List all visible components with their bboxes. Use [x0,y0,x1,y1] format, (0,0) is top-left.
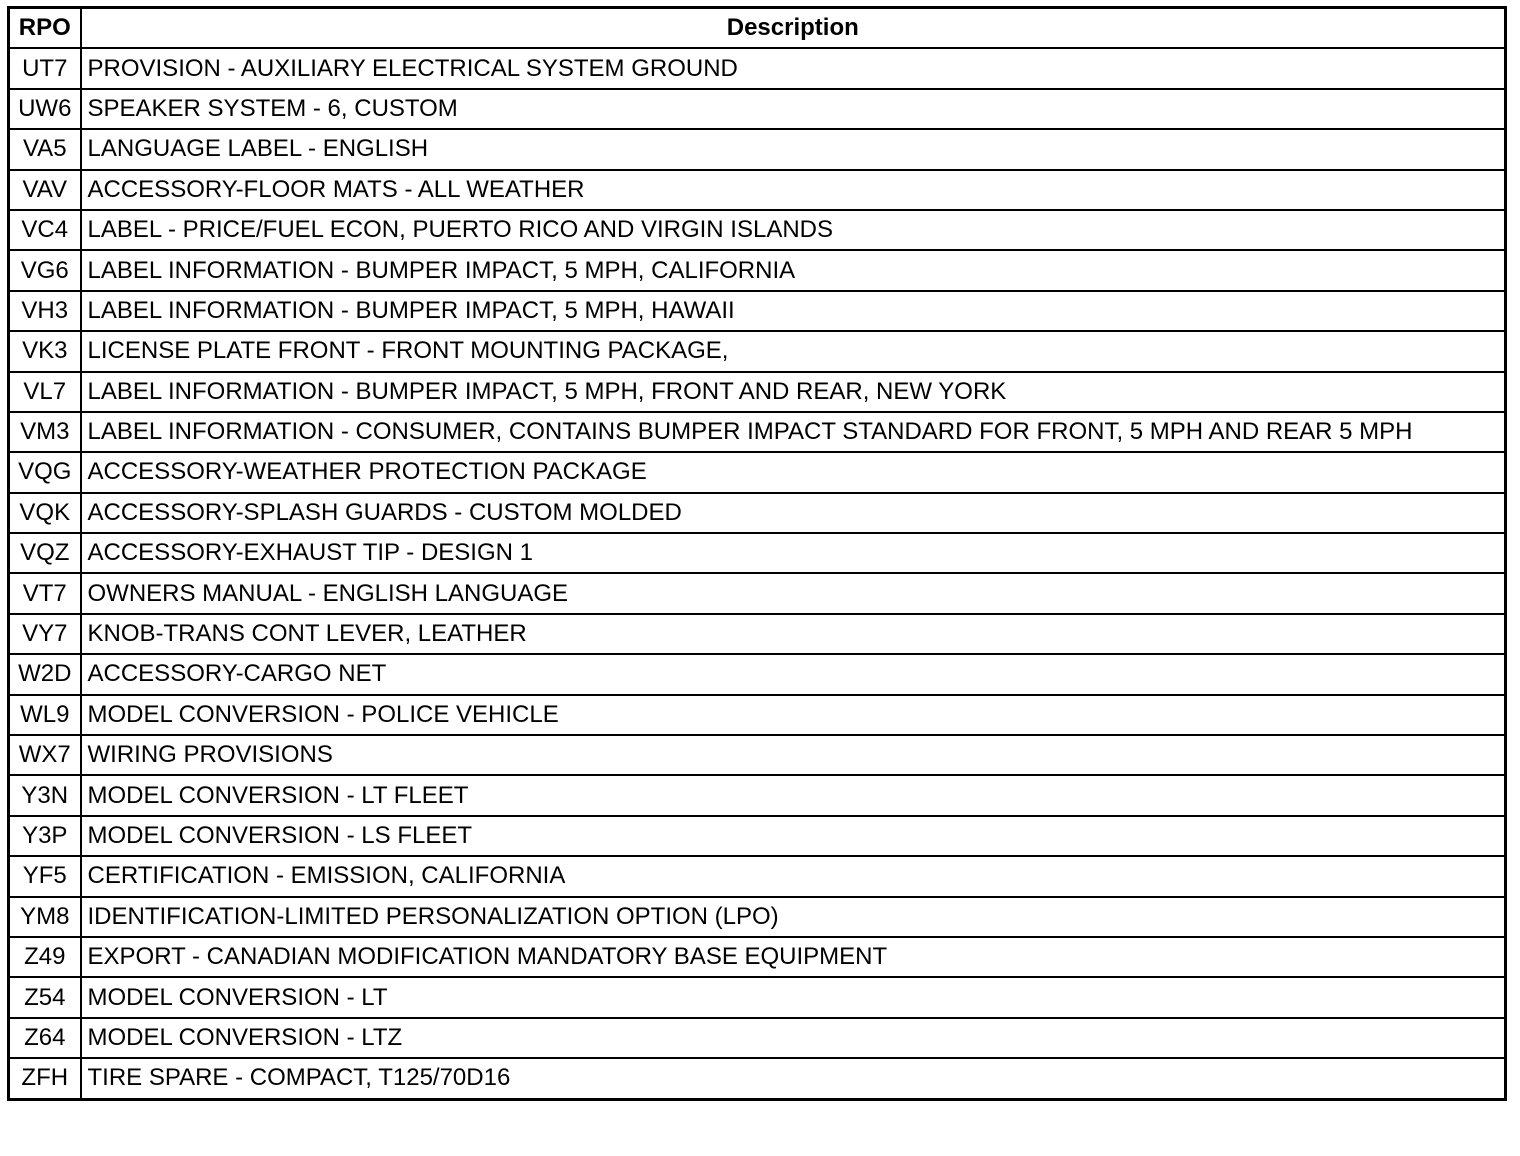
rpo-code-cell: W2D [9,654,81,694]
description-cell: MODEL CONVERSION - POLICE VEHICLE [81,695,1506,735]
rpo-code-cell: Z54 [9,977,81,1017]
description-cell: ACCESSORY-EXHAUST TIP - DESIGN 1 [81,533,1506,573]
description-cell: LANGUAGE LABEL - ENGLISH [81,129,1506,169]
description-cell: LABEL INFORMATION - BUMPER IMPACT, 5 MPH, HAWAII [81,291,1506,331]
table-row [9,372,1506,412]
table-row [9,614,1506,654]
table-row [9,331,1506,371]
rpo-code-cell: VAV [9,170,81,210]
description-cell: IDENTIFICATION-LIMITED PERSONALIZATION OPTION (LPO) [81,897,1506,937]
description-cell: MODEL CONVERSION - LS FLEET [81,816,1506,856]
description-column-header: Description [81,8,1506,49]
table-row [9,1058,1506,1099]
table-row [9,291,1506,331]
rpo-code-cell: VQZ [9,533,81,573]
description-cell: CERTIFICATION - EMISSION, CALIFORNIA [81,856,1506,896]
rpo-code-cell: Z49 [9,937,81,977]
table-row [9,210,1506,250]
table-row [9,170,1506,210]
table-row [9,129,1506,169]
rpo-code-cell: VT7 [9,573,81,613]
rpo-code-cell: VM3 [9,412,81,452]
description-cell: LABEL INFORMATION - BUMPER IMPACT, 5 MPH, FRONT AND REAR, NEW YORK [81,372,1506,412]
rpo-code-cell: VK3 [9,331,81,371]
rpo-code-cell: Z64 [9,1018,81,1058]
rpo-column-header: RPO [9,8,81,49]
description-cell: LABEL INFORMATION - CONSUMER, CONTAINS BUMPER IMPACT STANDARD FOR FRONT, 5 MPH AND REAR 5 MPH [81,412,1506,452]
rpo-code-cell: ZFH [9,1058,81,1099]
description-cell: TIRE SPARE - COMPACT, T125/70D16 [81,1058,1506,1099]
table-row [9,695,1506,735]
table-row [9,48,1506,88]
table-row [9,452,1506,492]
description-cell: KNOB-TRANS CONT LEVER, LEATHER [81,614,1506,654]
description-cell: ACCESSORY-WEATHER PROTECTION PACKAGE [81,452,1506,492]
table-row [9,977,1506,1017]
rpo-table [7,6,1507,1101]
description-cell: PROVISION - AUXILIARY ELECTRICAL SYSTEM GROUND [81,48,1506,88]
table-row [9,654,1506,694]
table-row [9,412,1506,452]
table-row [9,493,1506,533]
rpo-code-cell: VC4 [9,210,81,250]
table-row [9,573,1506,613]
table-row [9,775,1506,815]
table-row [9,1018,1506,1058]
table-row [9,250,1506,290]
rpo-code-cell: VG6 [9,250,81,290]
table-header-row [9,8,1506,49]
rpo-code-cell: UW6 [9,89,81,129]
table-row [9,89,1506,129]
description-cell: EXPORT - CANADIAN MODIFICATION MANDATORY BASE EQUIPMENT [81,937,1506,977]
table-body [9,48,1506,1099]
description-cell: MODEL CONVERSION - LTZ [81,1018,1506,1058]
rpo-code-cell: WX7 [9,735,81,775]
rpo-code-cell: YM8 [9,897,81,937]
rpo-code-cell: Y3N [9,775,81,815]
rpo-code-cell: VQK [9,493,81,533]
description-cell: OWNERS MANUAL - ENGLISH LANGUAGE [81,573,1506,613]
description-cell: ACCESSORY-SPLASH GUARDS - CUSTOM MOLDED [81,493,1506,533]
table-row [9,856,1506,896]
description-cell: ACCESSORY-FLOOR MATS - ALL WEATHER [81,170,1506,210]
rpo-code-cell: Y3P [9,816,81,856]
rpo-code-cell: VH3 [9,291,81,331]
table-row [9,735,1506,775]
description-cell: LABEL - PRICE/FUEL ECON, PUERTO RICO AND VIRGIN ISLANDS [81,210,1506,250]
description-cell: MODEL CONVERSION - LT [81,977,1506,1017]
description-cell: LABEL INFORMATION - BUMPER IMPACT, 5 MPH, CALIFORNIA [81,250,1506,290]
table-row [9,897,1506,937]
rpo-code-cell: VL7 [9,372,81,412]
rpo-code-cell: WL9 [9,695,81,735]
description-cell: ACCESSORY-CARGO NET [81,654,1506,694]
table-row [9,816,1506,856]
description-cell: WIRING PROVISIONS [81,735,1506,775]
description-cell: LICENSE PLATE FRONT - FRONT MOUNTING PACKAGE, [81,331,1506,371]
rpo-code-cell: VY7 [9,614,81,654]
description-cell: SPEAKER SYSTEM - 6, CUSTOM [81,89,1506,129]
rpo-code-cell: VA5 [9,129,81,169]
rpo-code-cell: UT7 [9,48,81,88]
rpo-code-cell: VQG [9,452,81,492]
table-row [9,533,1506,573]
description-cell: MODEL CONVERSION - LT FLEET [81,775,1506,815]
table-row [9,937,1506,977]
rpo-code-cell: YF5 [9,856,81,896]
